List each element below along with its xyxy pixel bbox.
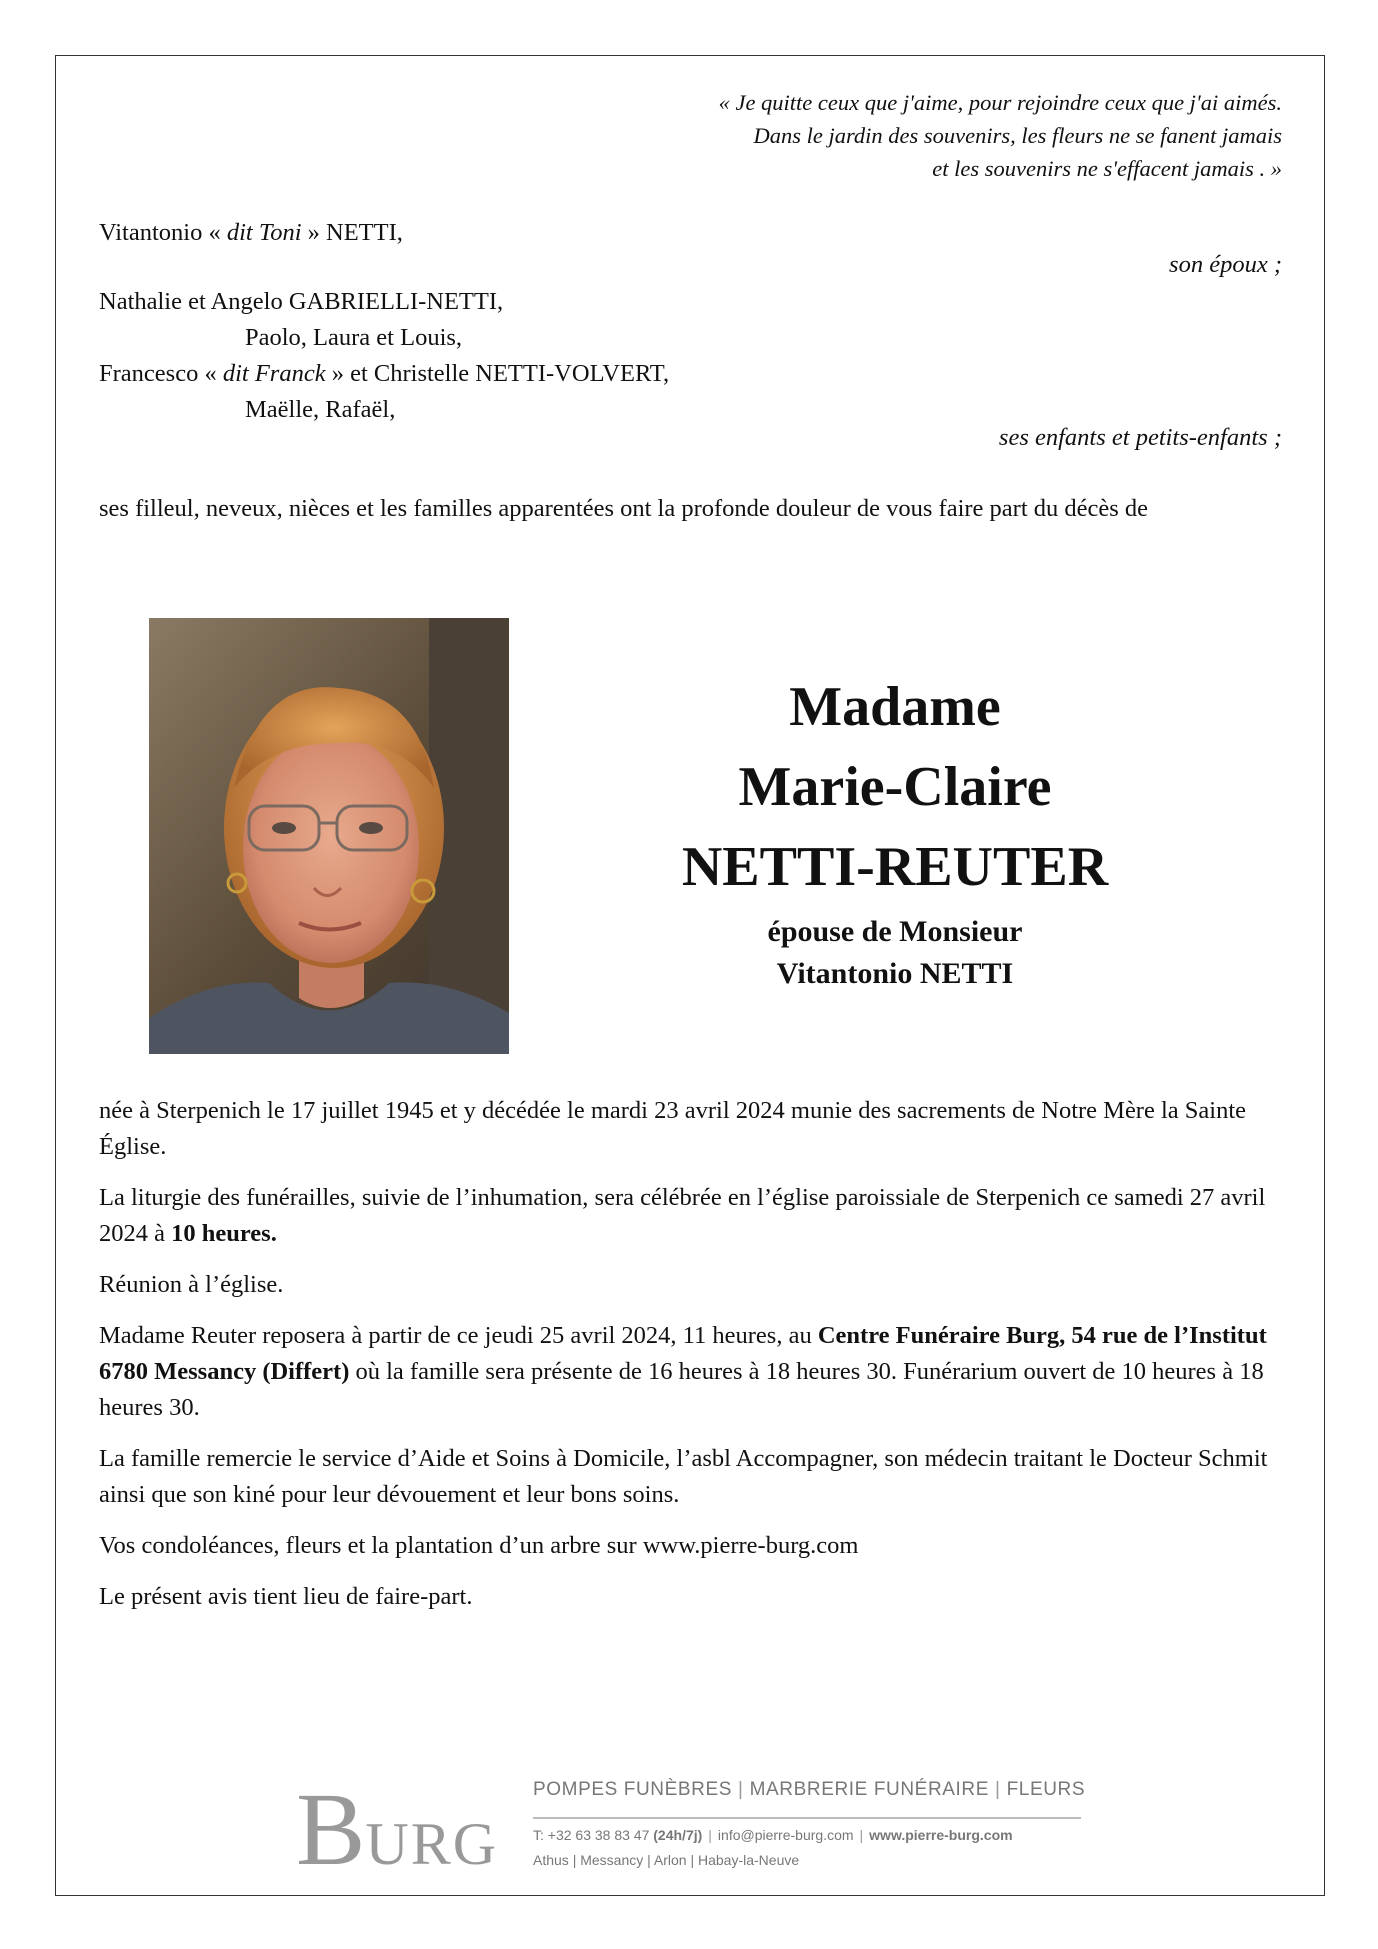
deceased-title: Madame <box>789 676 1001 738</box>
relation-line: épouse de Monsieur <box>767 915 1023 948</box>
children-list <box>99 284 669 428</box>
contact-line: T: +32 63 38 83 47 (24h/7j) | info@pierre-burg.com | www.pierre-burg.com <box>533 1827 1013 1843</box>
deceased-name-block <box>560 667 1230 995</box>
birth-death-text: née à Sterpenich le 17 juillet 1945 et y décédée le mardi 23 avril 2024 munie des sacrements de Notre Mère la Sainte Église. <box>99 1097 1247 1160</box>
quote-line: Dans le jardin des souvenirs, les fleurs ne se fanent jamais <box>753 123 1282 148</box>
child-family: Nathalie et Angelo GABRIELLI-NETTI, <box>99 288 504 315</box>
deceased-first-name: Marie-Claire <box>738 756 1052 818</box>
portrait-illustration <box>149 618 509 1054</box>
thanks-text: La famille remercie le service d’Aide et Soins à Domicile, l’asbl Accompagner, son médecin traitant le Docteur Schmit ainsi que son kiné pour leur dévouement et leur bons soins. <box>99 1445 1268 1508</box>
footer-divider <box>533 1817 1081 1819</box>
epigraph-quote <box>719 86 1282 185</box>
liturgy-text: La liturgie des funérailles, suivie de l’inhumation, sera célébrée en l’église paroissiale de Sterpenich ce samedi 27 avril 2024 à 10 heures. <box>99 1184 1266 1247</box>
spouse-role: son époux ; <box>1169 251 1282 278</box>
grandchildren: Maëlle, Rafaël, <box>245 396 396 423</box>
spouse-name: Vitantonio « dit Toni » NETTI, <box>99 219 403 246</box>
reunion-text: Réunion à l’église. <box>99 1271 284 1298</box>
quote-line: et les souvenirs ne s'effacent jamais . » <box>932 156 1282 181</box>
notice-text: Le présent avis tient lieu de faire-part. <box>99 1583 473 1610</box>
children-role: ses enfants et petits-enfants ; <box>998 424 1282 451</box>
quote-line: « Je quitte ceux que j'aime, pour rejoindre ceux que j'ai aimés. <box>718 90 1282 115</box>
condolences-text: Vos condoléances, fleurs et la plantation d’un arbre sur www.pierre-burg.com <box>99 1532 859 1559</box>
cities-line: Athus | Messancy | Arlon | Habay-la-Neuve <box>533 1852 800 1868</box>
portrait-photo <box>149 618 509 1054</box>
child-family: Francesco « dit Franck » et Christelle NETTI-VOLVERT, <box>99 360 670 387</box>
rest-text: Madame Reuter reposera à partir de ce jeudi 25 avril 2024, 11 heures, au Centre Funéraire Burg, 54 rue de l’Institut 6780 Messancy (Differt) où la famille sera présente de 16 heures à 18 heures 30. Funérarium ouvert de 10 heures à 18 heures 30. <box>99 1322 1267 1421</box>
burg-logo: BURG <box>296 1772 499 1887</box>
website-link[interactable]: www.pierre-burg.com <box>869 1827 1013 1843</box>
deceased-last-name: NETTI-REUTER <box>681 836 1109 898</box>
relation-line: Vitantonio NETTI <box>776 957 1014 990</box>
announcement-text: ses filleul, neveux, nièces et les familles apparentées ont la profonde douleur de vous faire part du décès de <box>99 495 1149 522</box>
services-line: POMPES FUNÈBRES | MARBRERIE FUNÉRAIRE | FLEURS <box>533 1779 1086 1800</box>
email-link[interactable]: info@pierre-burg.com <box>717 1827 854 1843</box>
grandchildren: Paolo, Laura et Louis, <box>245 324 463 351</box>
